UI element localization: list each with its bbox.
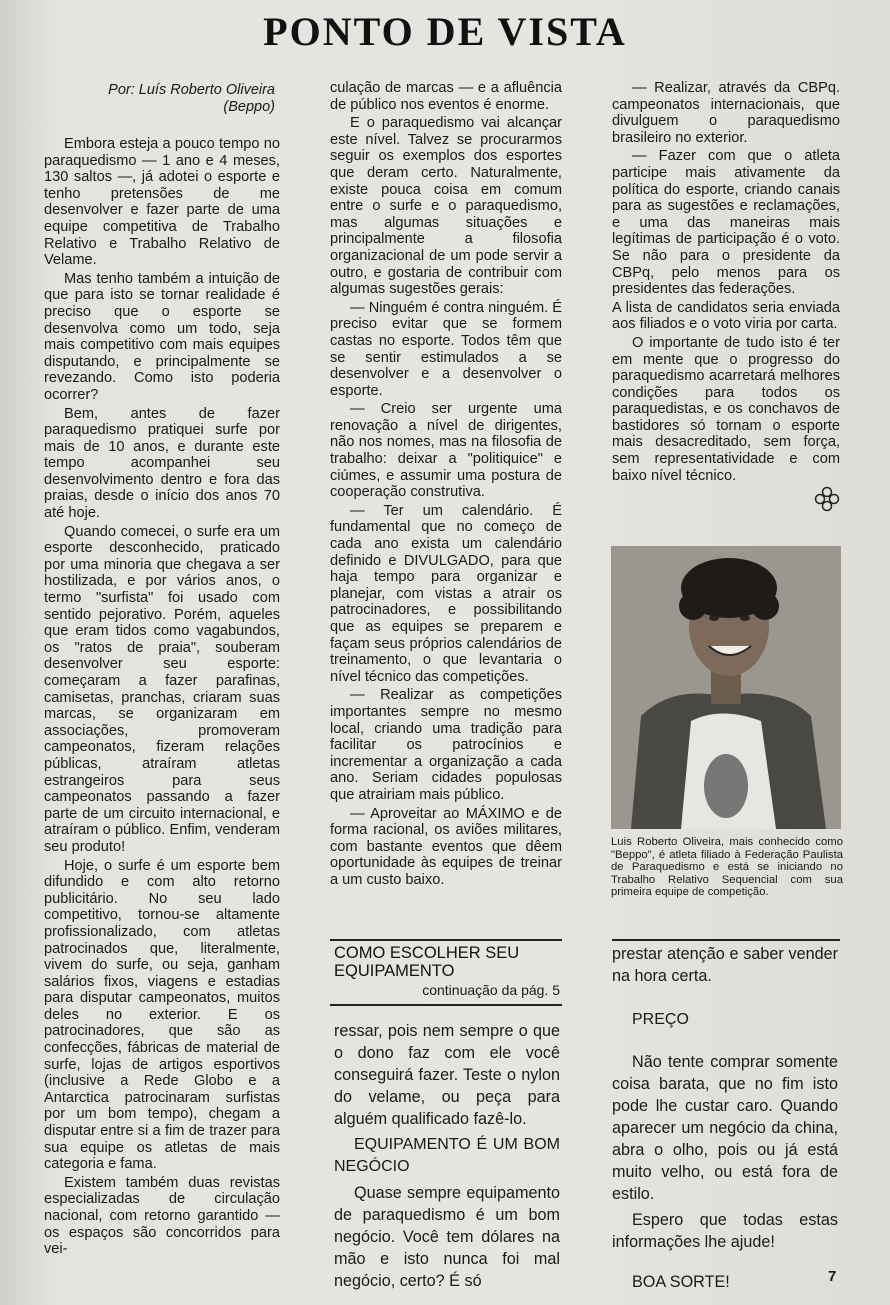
article-column-1 xyxy=(44,136,280,1260)
continuation-subheading: continuação da pág. 5 xyxy=(422,982,560,998)
paragraph: Mas tenho também a intuição de que para isto se tornar realidade é preciso que o esporte se desenvolva como um todo, seja mais competitivo com mais equipes disputando, e principalmente se revezando. Como isto poderia ocorrer? xyxy=(44,270,280,403)
article-column-2 xyxy=(330,80,562,891)
paragraph: Embora esteja a pouco tempo no paraquedismo — 1 ano e 4 meses, 130 saltos —, já adotei o esporte e tenho pretensões de me desenvolver e fazer parte de uma equipe competitiva de Trabalho Relativo e Trabalho Relativo de Velame. xyxy=(44,136,280,269)
paragraph: — Fazer com que o atleta participe mais ativamente da política do esporte, criando canais para as sugestões e reclamações, e uma das maneiras mais legítimas de participação é o voto. Se não para o presidente da CBPq, pelo menos para os presidentes das federações. xyxy=(612,148,840,298)
paragraph: O importante de tudo isto é ter em mente que o progresso do paraquedismo acarretará melhores condições para todos os paraquedistas, e os conchavos de bastidores só tornam o esporte mais desacreditado, sem força, sem representatividade e com baixo nível técnico. xyxy=(612,334,840,484)
divider-rule xyxy=(330,1004,562,1006)
paragraph: Existem também duas revistas especializadas de circulação nacional, com retorno garantido — os espaços são concorridos para vei- xyxy=(44,1174,280,1258)
paragraph: — Realizar, através da CBPq. campeonatos internacionais, que divulguem o paraquedismo brasileiro no exterior. xyxy=(612,80,840,146)
closing-line: BOA SORTE! xyxy=(632,1273,730,1291)
byline-author: Por: Luís Roberto Oliveira xyxy=(108,82,275,98)
divider-rule xyxy=(330,939,562,941)
paragraph: — Realizar as competições importantes sempre no mesmo local, criando uma tradição para facilitar os patrocínios e incrementar a organização a cada ano. Seriam cidades populosas que atrairiam mais público. xyxy=(330,687,562,803)
continuation-heading: COMO ESCOLHER SEU EQUIPAMENTO xyxy=(334,944,520,980)
paragraph: Espero que todas estas informações lhe ajude! xyxy=(612,1211,838,1251)
page-number: 7 xyxy=(828,1268,837,1285)
paragraph: Hoje, o surfe é um esporte bem difundido e com alto retorno publicitário. No seu lado competitivo, tornou-se altamente profissionalizado, com atletas patrocinados que, literalmente, vivem do surfe, ou seja, ganham salários fixos, viagens e estadias para disputar campeonatos, muitos deles no exterior. E os patrocinadores, que são as confecções, fábricas de material de surfe, lojas de artigos esportivos (inclusive a Rede Globo e a Antarctica patrocinaram surfistas por um bom tempo), chegam a disputar entre si a fim de trazer para sua equipe os atletas de mais categoria e fama. xyxy=(44,857,280,1173)
continuation-column-middle xyxy=(334,1020,560,1296)
paragraph: Quase sempre equipamento de paraquedismo é um bom negócio. Você tem dólares na mão e isto nunca foi mal negócio, certo? É só xyxy=(334,1184,560,1290)
section-heading: EQUIPAMENTO É UM BOM NEGÓCIO xyxy=(334,1136,560,1175)
paragraph: E o paraquedismo vai alcançar este nível. Talvez se procurarmos seguir os exemplos dos esportes que deram certo. Naturalmente, existe pouca coisa em comum entre o surfe e o paraquedismo, mas algumas situações e principalmente a filosofia organizacional de um pode servir a outro, e gostaria de contribuir com algumas sugestões gerais: xyxy=(330,115,562,298)
section-heading: PREÇO xyxy=(632,1011,689,1028)
paragraph: — Creio ser urgente uma renovação a nível de dirigentes, não nos nomes, mas na filosofia de trabalho: deixar a "politiquice" e ciúmes, e assumir uma postura de cooperação construtiva. xyxy=(330,401,562,501)
paragraph: prestar atenção e saber vender na hora certa. xyxy=(612,945,838,985)
paragraph: — Aproveitar ao MÁXIMO e de forma racional, os aviões militares, com bastante eventos que dêem oportunidade às equipes de treinar a um custo baixo. xyxy=(330,805,562,888)
paragraph: culação de marcas — e a afluência de público nos eventos é enorme. xyxy=(330,80,562,113)
paragraph: — Ter um calendário. É fundamental que no começo de cada ano exista um calendário definido e DIVULGADO, para que haja tempo para organizar e planejar, com vistas a atrair os patrocinadores, e possibilitando que as equipes se preparem e façam seus próprios calendários de treinamento, o que levantaria o nível técnico das competições. xyxy=(330,502,562,685)
paragraph: ressar, pois nem sempre o que o dono faz com ele você conseguirá fazer. Teste o nylon do velame, ou peça para alguém qualificado fazê-lo. xyxy=(334,1022,560,1128)
photo-caption: Luis Roberto Oliveira, mais conhecido como "Beppo", é atleta filiado à Federação Paulista de Paraquedismo e está se iniciando no Trabalho Relativo Sequencial com sua primeira equipe de competição. xyxy=(611,836,843,899)
divider-rule xyxy=(612,939,840,941)
portrait-illustration xyxy=(611,546,841,829)
end-mark-icon xyxy=(814,486,840,512)
paragraph: Bem, antes de fazer paraquedismo pratiquei surfe por mais de 10 anos, e durante este tempo acompanhei seu desenvolvimento dentro e fora das praias, desde o início dos anos 70 até hoje. xyxy=(44,405,280,522)
paragraph: — Ninguém é contra ninguém. É preciso evitar que se formem castas no esporte. Todos têm que se sentir estimulados a se desenvolver e a desenvolver o esporte. xyxy=(330,299,562,399)
article-column-3 xyxy=(612,80,840,486)
author-photo xyxy=(611,546,841,829)
paragraph: Não tente comprar somente coisa barata, que no fim isto pode lhe custar caro. Quando aparecer um negócio da china, abra o olho, pois ou já está muito velho, ou está fora de estilo. xyxy=(612,1053,838,1203)
continuation-heading-box xyxy=(334,944,560,998)
continuation-column-right xyxy=(612,943,838,1297)
paragraph: A lista de candidatos seria enviada aos filiados e o voto viria por carta. xyxy=(612,299,840,333)
paragraph: Quando comecei, o surfe era um esporte desconhecido, praticado por uma minoria que chegava a ser hostilizada, e por vários anos, o termo "surfista" foi usado com sentido pejorativo. Porém, aqueles que eram tidos como vagabundos, os "ratos de praia", souberam desenvolver seu esporte: começaram a fazer parafinas, camisetas, pranchas, criaram suas marcas, se organizaram em associações, promoveram campeonatos, fizeram relações públicas, atraíram atletas estrangeiros para seus campeonatos passando a fazer parte de um circuito internacional, e atraíram o público. Enfim, venderam seu produto! xyxy=(44,523,280,855)
byline-nickname: (Beppo) xyxy=(223,99,275,115)
page-title: PONTO DE VISTA xyxy=(263,9,627,54)
byline xyxy=(60,82,275,116)
